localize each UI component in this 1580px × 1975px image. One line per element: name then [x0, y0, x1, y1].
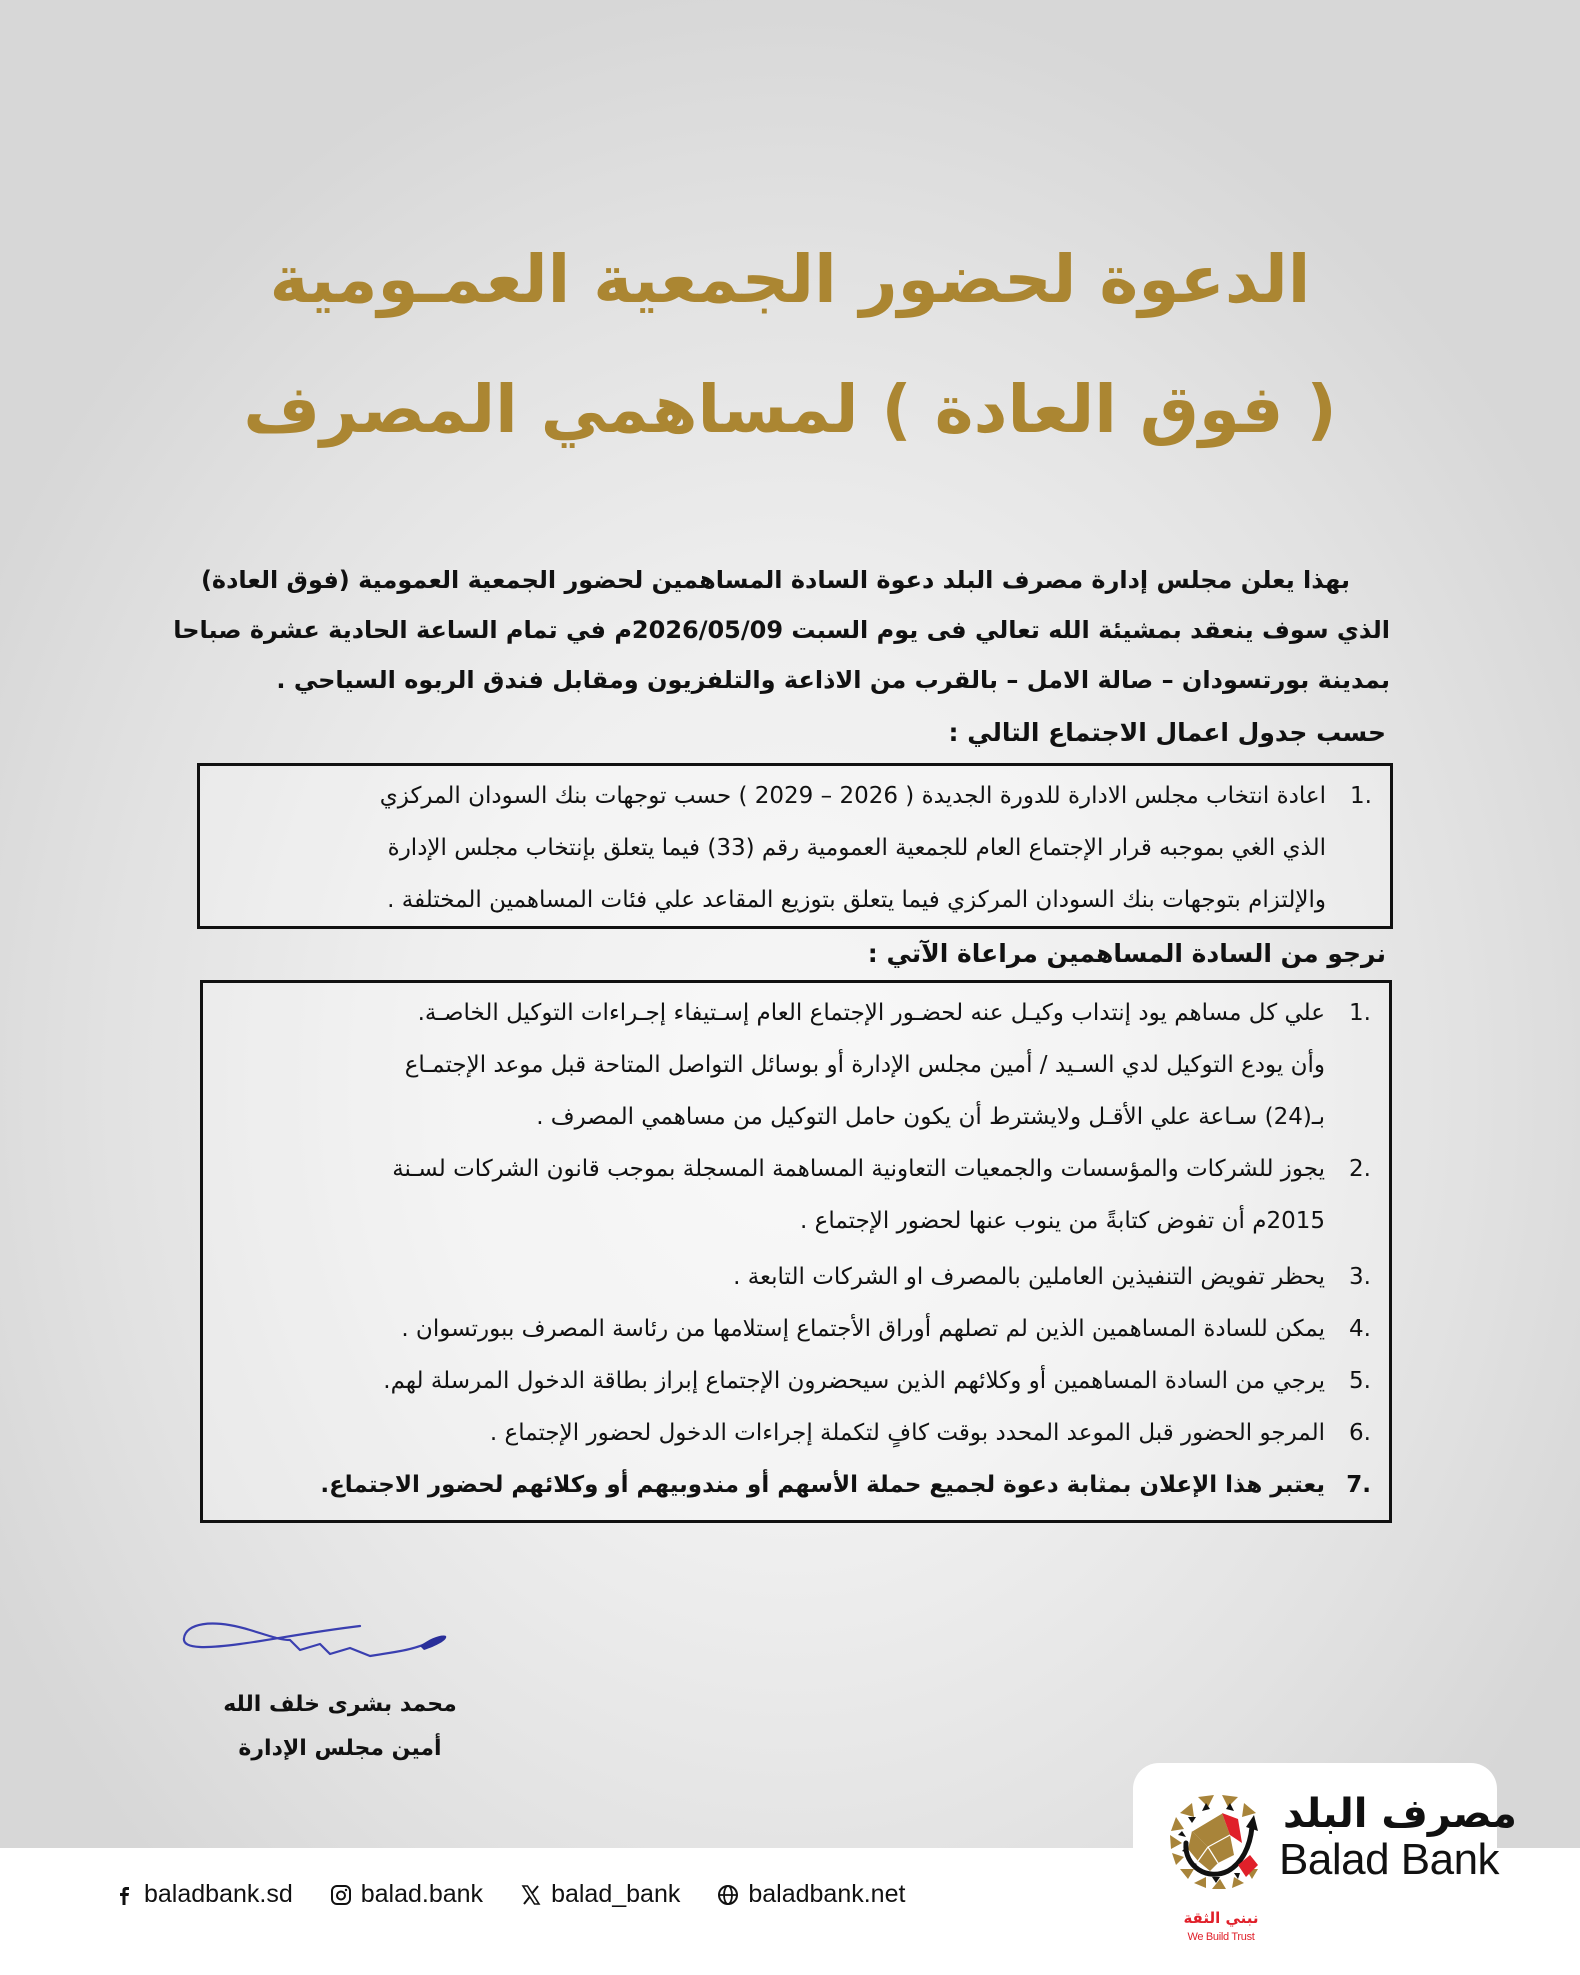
- x-icon: [519, 1883, 543, 1907]
- note-item: [215, 1355, 1371, 1407]
- social-facebook[interactable]: [112, 1880, 293, 1909]
- social-label: balad_bank: [551, 1880, 681, 1908]
- signatory-title: أمين مجلس الإدارة: [238, 1736, 442, 1761]
- title-line-1: الدعوة لحضور الجمعية العمـومية: [269, 241, 1311, 318]
- signatory-name: محمد بشرى خلف الله: [223, 1692, 457, 1717]
- social-label: baladbank.net: [748, 1880, 906, 1908]
- social-links: [112, 1880, 905, 1909]
- note-item: [215, 1303, 1371, 1355]
- intro-line: بهذا يعلن مجلس إدارة مصرف البلد دعوة السادة المساهمين لحضور الجمعية العمومية (فوق العادة): [200, 566, 1350, 594]
- item-text: المرجو الحضور قبل الموعد المحدد بوقت كافٍ لتكملة إجراءات الدخول لحضور الإجتماع .: [489, 1420, 1325, 1446]
- note-item: [215, 1407, 1371, 1459]
- item-text: اعادة انتخاب مجلس الادارة للدورة الجديدة ( 2026 – 2029 ) حسب توجهات بنك السودان المركزي الذي الغي بموجبه قرار الإجتماع العام للجمعية العمومية رقم (33) فيما يتعلق بإنتخاب مجلس الإدارة والإلتزام بتوجهات بنك السودان المركزي فيما يتعلق بتوزيع المقاعد علي فئات المساهمين المختلفة .: [379, 783, 1326, 913]
- item-number: 1.: [1350, 783, 1372, 809]
- instagram-icon: [329, 1883, 353, 1907]
- item-text: يجوز للشركات والمؤسسات والجمعيات التعاونية المساهمة المسجلة بموجب قانون الشركات لسـنة 2015م أن تفوض كتابةً من ينوب عنها لحضور الإجتماع .: [392, 1156, 1325, 1234]
- brand-logo-card: [1133, 1763, 1517, 1975]
- social-instagram[interactable]: [329, 1880, 483, 1909]
- item-number: 7.: [1346, 1472, 1371, 1498]
- tagline-arabic: نبني الثقة: [1183, 1909, 1259, 1927]
- item-number: 4.: [1349, 1316, 1371, 1342]
- brand-name-arabic: مصرف البلد: [1283, 1791, 1517, 1837]
- item-number: 2.: [1349, 1156, 1371, 1182]
- intro-paragraph: [173, 555, 1390, 705]
- announcement-title: [0, 215, 1580, 475]
- item-text: يعتبر هذا الإعلان بمثابة دعوة لجميع حملة الأسهم أو مندوبيهم أو وكلائهم لحضور الاجتماع.: [320, 1472, 1325, 1498]
- item-number: 6.: [1349, 1420, 1371, 1446]
- globe-icon: [716, 1883, 740, 1907]
- notes-box: [200, 980, 1392, 1523]
- facebook-icon: [112, 1883, 136, 1907]
- intro-line: الذي سوف ينعقد بمشيئة الله تعالي فى يوم السبت 2026/05/09م في تمام الساعة الحادية عشرة صباحا: [173, 616, 1390, 644]
- tagline-english: We Build Trust: [1187, 1931, 1255, 1943]
- item-number: 5.: [1349, 1368, 1371, 1394]
- notes-heading: نرجو من السادة المساهمين مراعاة الآتي :: [867, 939, 1386, 968]
- note-item: [215, 1143, 1371, 1247]
- agenda-heading: حسب جدول اعمال الاجتماع التالي :: [948, 718, 1386, 747]
- item-number: 1.: [1349, 1000, 1371, 1026]
- item-number: 3.: [1349, 1264, 1371, 1290]
- balad-bank-logo-icon: [1168, 1791, 1268, 1891]
- intro-line: بمدينة بورتسودان – صالة الامل – بالقرب من الاذاعة والتلفزيون ومقابل فندق الربوه السياحي .: [276, 666, 1390, 694]
- agenda-item: [212, 770, 1372, 926]
- note-item: [215, 1459, 1371, 1511]
- social-label: balad.bank: [360, 1880, 484, 1908]
- handwritten-signature-icon: [180, 1610, 480, 1680]
- item-text: يحظر تفويض التنفيذين العاملين بالمصرف او الشركات التابعة .: [733, 1264, 1325, 1290]
- note-item: [215, 987, 1371, 1143]
- signature-block: [180, 1610, 510, 1760]
- title-line-2: ( فوق العادة ) لمساهمي المصرف: [243, 371, 1337, 448]
- item-text: علي كل مساهم يود إنتداب وكيـل عنه لحضـور الإجتماع العام إسـتيفاء إجـراءات التوكيل الخاصـة. وأن يودع التوكيل لدي السـيد / أمين مجلس الإدارة أو بوسائل التواصل المتاحة قبل موعد الإجتمـاع بـ(24) سـاعة علي الأقـل ولايشترط أن يكون حامل التوكيل من مساهمي المصرف .: [404, 1000, 1325, 1130]
- item-text: يرجي من السادة المساهمين أو وكلائهم الذين سيحضرون الإجتماع إبراز بطاقة الدخول المرسلة لهم.: [383, 1368, 1325, 1394]
- social-label: baladbank.sd: [144, 1880, 293, 1908]
- social-website[interactable]: [716, 1880, 905, 1909]
- note-item: [215, 1251, 1371, 1303]
- social-x[interactable]: [519, 1880, 680, 1909]
- brand-name-english: Balad Bank: [1279, 1835, 1500, 1884]
- agenda-box: [197, 763, 1393, 929]
- item-text: يمكن للسادة المساهمين الذين لم تصلهم أوراق الأجتماع إستلامها من رئاسة المصرف ببورتسوان .: [401, 1316, 1325, 1342]
